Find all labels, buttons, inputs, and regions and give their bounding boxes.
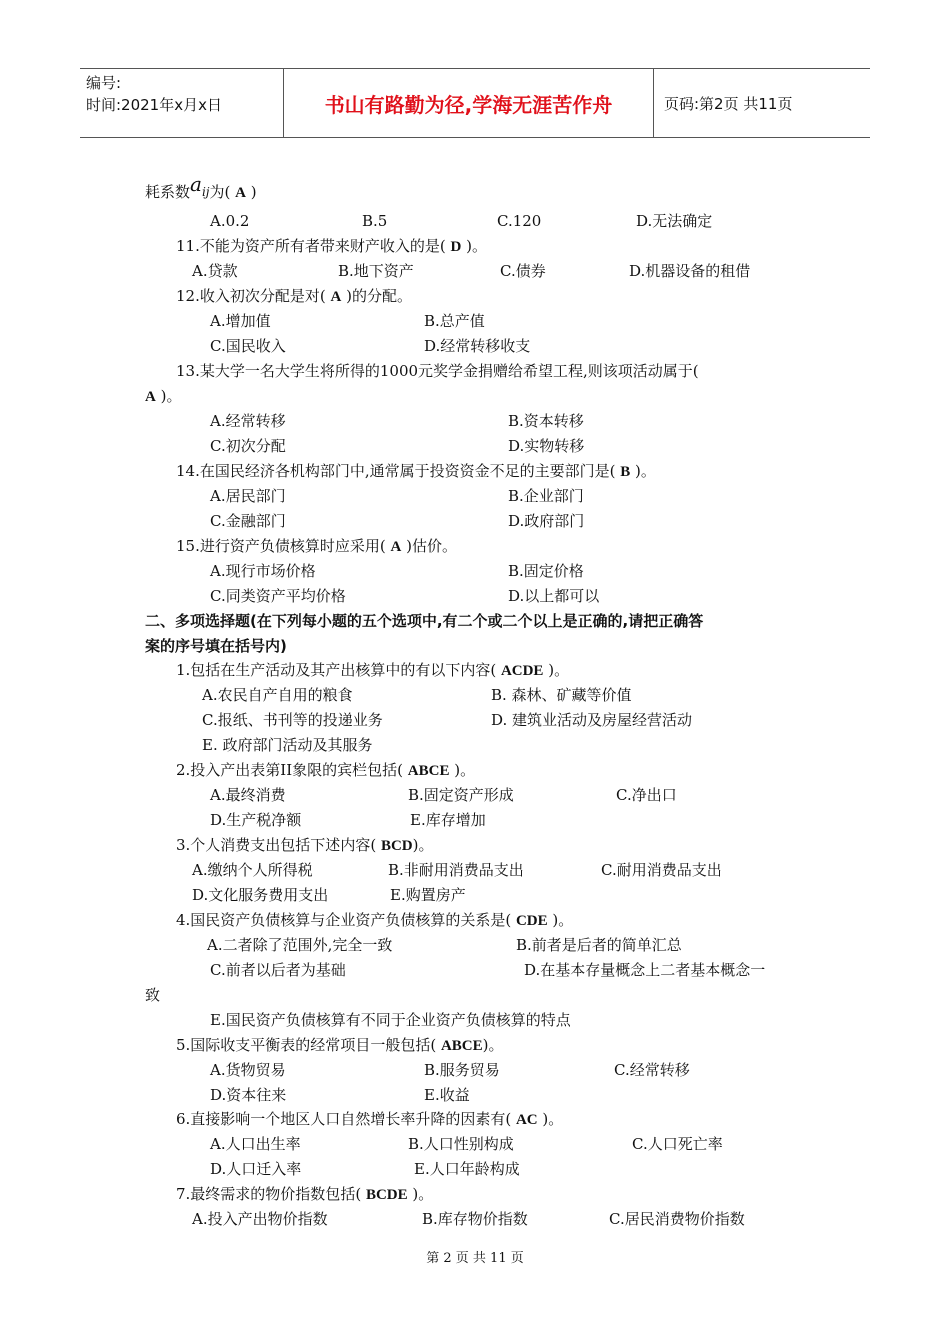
question-text: 15.进行资产负债核算时应采用( (176, 537, 391, 555)
text-line: B.资本转移 (508, 412, 584, 430)
header-meta (80, 69, 283, 137)
text-line: C.人口死亡率 (632, 1135, 723, 1153)
text-line: D.机器设备的租借 (629, 262, 751, 280)
text-line: C.净出口 (616, 786, 677, 804)
text-line: D.以上都可以 (508, 587, 600, 605)
text-line: D.经常转移收支 (424, 337, 531, 355)
question-text: )。 (155, 387, 182, 405)
text-line: E.库存增加 (410, 811, 486, 829)
answer-key: BCD (380, 838, 413, 854)
question-text: 1.包括在生产活动及其产出核算中的有以下内容( (176, 661, 501, 679)
header-page-code: 页码:第2页 共11页 (664, 94, 793, 113)
answer-key: D (450, 239, 462, 255)
text-line: C.居民消费物价指数 (609, 1210, 745, 1228)
header-motto: 书山有路勤为径,学海无涯苦作舟 (283, 69, 654, 137)
text-line: B.地下资产 (338, 262, 414, 280)
question-text: )。 (543, 661, 570, 679)
text-line: B.固定资产形成 (408, 786, 514, 804)
text-line: A.最终消费 (210, 786, 286, 804)
question-line (176, 660, 569, 681)
text-line: B.总产值 (424, 312, 485, 330)
text-line: D.政府部门 (508, 512, 585, 530)
text-line: B.人口性别构成 (408, 1135, 514, 1153)
question-text: 5.国际收支平衡表的经常项目一般包括( (176, 1036, 441, 1054)
text-line: E.国民资产负债核算有不同于企业资产负债核算的特点 (210, 1011, 571, 1029)
text-line: C.报纸、书刊等的投递业务 (202, 711, 383, 729)
question-line (176, 536, 457, 557)
text-line: A.0.2 (210, 212, 250, 230)
text-line: B.5 (362, 212, 388, 230)
text-line: D.实物转移 (508, 437, 585, 455)
text-line: 致 (145, 986, 161, 1004)
text-line: C.前者以后者为基础 (210, 961, 346, 979)
question-line (176, 1035, 503, 1056)
answer-key: A (145, 389, 156, 405)
question-line (176, 236, 487, 257)
text-line: C.债券 (500, 262, 546, 280)
header-time: 时间:2021年x月x日 (86, 96, 222, 114)
question-text: 14.在国民经济各机构部门中,通常属于投资资金不足的主要部门是( (176, 462, 621, 480)
text-line: D.无法确定 (636, 212, 713, 230)
text-line: B.固定价格 (508, 562, 584, 580)
text-line: B. 森林、矿藏等价值 (491, 686, 632, 704)
question-line (176, 910, 573, 931)
text-line: A.农民自产自用的粮食 (202, 686, 353, 704)
text-line: E.人口年龄构成 (414, 1160, 520, 1178)
question-text: 4.国民资产负债核算与企业资产负债核算的关系是( (176, 911, 516, 929)
answer-key: AC (515, 1112, 538, 1128)
question-text: 耗系数 (145, 183, 191, 201)
text-line: E.收益 (424, 1086, 470, 1104)
question-text: 3.个人消费支出包括下述内容( (176, 836, 381, 854)
answer-key: B (620, 464, 631, 480)
text-line: A.二者除了范围外,完全一致 (207, 936, 393, 954)
text-line: D. 建筑业活动及房屋经营活动 (491, 711, 693, 729)
text-line: A.现行市场价格 (210, 562, 316, 580)
text-line: B.非耐用消费品支出 (388, 861, 524, 879)
text-line: A.贷款 (192, 262, 238, 280)
question-text: 6.直接影响一个地区人口自然增长率升降的因素有( (176, 1110, 516, 1128)
question-text: )。 (412, 836, 434, 854)
text-line: A.居民部门 (210, 487, 286, 505)
text-line: A.人口出生率 (210, 1135, 301, 1153)
question-line (176, 286, 412, 307)
text-line: C.国民收入 (210, 337, 286, 355)
question-text: )。 (407, 1185, 434, 1203)
text-line: C.耐用消费品支出 (601, 861, 722, 879)
text-line: D.人口迁入率 (210, 1160, 302, 1178)
answer-key: A (330, 289, 342, 305)
question-text: )。 (537, 1110, 564, 1128)
answer-key: CDE (515, 913, 548, 929)
text-line: C.初次分配 (210, 437, 286, 455)
section-heading: 案的序号填在括号内) (145, 637, 287, 655)
text-line: 13.某大学一名大学生将所得的1000元奖学金捐赠给希望工程,则该项活动属于( (176, 362, 699, 380)
text-line: A.货物贸易 (210, 1061, 286, 1079)
question-text: ) (245, 183, 257, 201)
coefficient-symbol: $a_{ij}$ (190, 172, 210, 199)
text-line: E.购置房产 (390, 886, 466, 904)
text-line: A.经常转移 (210, 412, 286, 430)
question-line (176, 1184, 433, 1205)
text-line: C.同类资产平均价格 (210, 587, 346, 605)
question-text: )。 (461, 237, 487, 255)
text-line: D.生产税净额 (210, 811, 302, 829)
question-text: )估价。 (401, 537, 457, 555)
text-line: B.服务贸易 (424, 1061, 500, 1079)
answer-key: BCDE (365, 1187, 408, 1203)
page-header (80, 68, 870, 138)
text-line: E. 政府部门活动及其服务 (202, 736, 373, 754)
text-line: A.增加值 (210, 312, 271, 330)
question-text: )的分配。 (341, 287, 412, 305)
serial-number: 编号: (86, 74, 122, 92)
text-line: B.库存物价指数 (422, 1210, 528, 1228)
text-line: B.前者是后者的简单汇总 (516, 936, 682, 954)
question-line (145, 386, 181, 407)
text-line: D.在基本存量概念上二者基本概念一 (524, 961, 766, 979)
question-text: 12.收入初次分配是对( (176, 287, 331, 305)
question-line (176, 461, 656, 482)
text-line: D.文化服务费用支出 (192, 886, 329, 904)
answer-key: ABCE (440, 1038, 483, 1054)
text-line: C.金融部门 (210, 512, 286, 530)
question-line (176, 835, 433, 856)
text-line: C.经常转移 (614, 1061, 690, 1079)
section-heading: 二、多项选择题(在下列每小题的五个选项中,有二个或二个以上是正确的,请把正确答 (145, 612, 704, 630)
text-line: C.120 (497, 212, 542, 230)
text-line: B.企业部门 (508, 487, 584, 505)
question-text: )。 (482, 1036, 504, 1054)
text-line: D.资本往来 (210, 1086, 287, 1104)
text-line: A.缴纳个人所得税 (192, 861, 313, 879)
answer-key: A (235, 185, 246, 201)
question-text: )。 (547, 911, 574, 929)
answer-key: ACDE (500, 663, 544, 679)
answer-key: ABCE (407, 763, 450, 779)
question-line (145, 172, 257, 208)
question-text: 2.投入产出表第II象限的宾栏包括( (176, 761, 408, 779)
text-line: A.投入产出物价指数 (192, 1210, 328, 1228)
question-line (176, 760, 475, 781)
question-text: 7.最终需求的物价指数包括( (176, 1185, 366, 1203)
answer-key: A (390, 539, 402, 555)
question-text: 为( (209, 183, 236, 201)
question-line (176, 1109, 563, 1130)
question-text: 11.不能为资产所有者带来财产收入的是( (176, 237, 451, 255)
page-footer: 第 2 页 共 11 页 (426, 1251, 524, 1266)
question-text: )。 (630, 462, 656, 480)
question-text: )。 (449, 761, 476, 779)
